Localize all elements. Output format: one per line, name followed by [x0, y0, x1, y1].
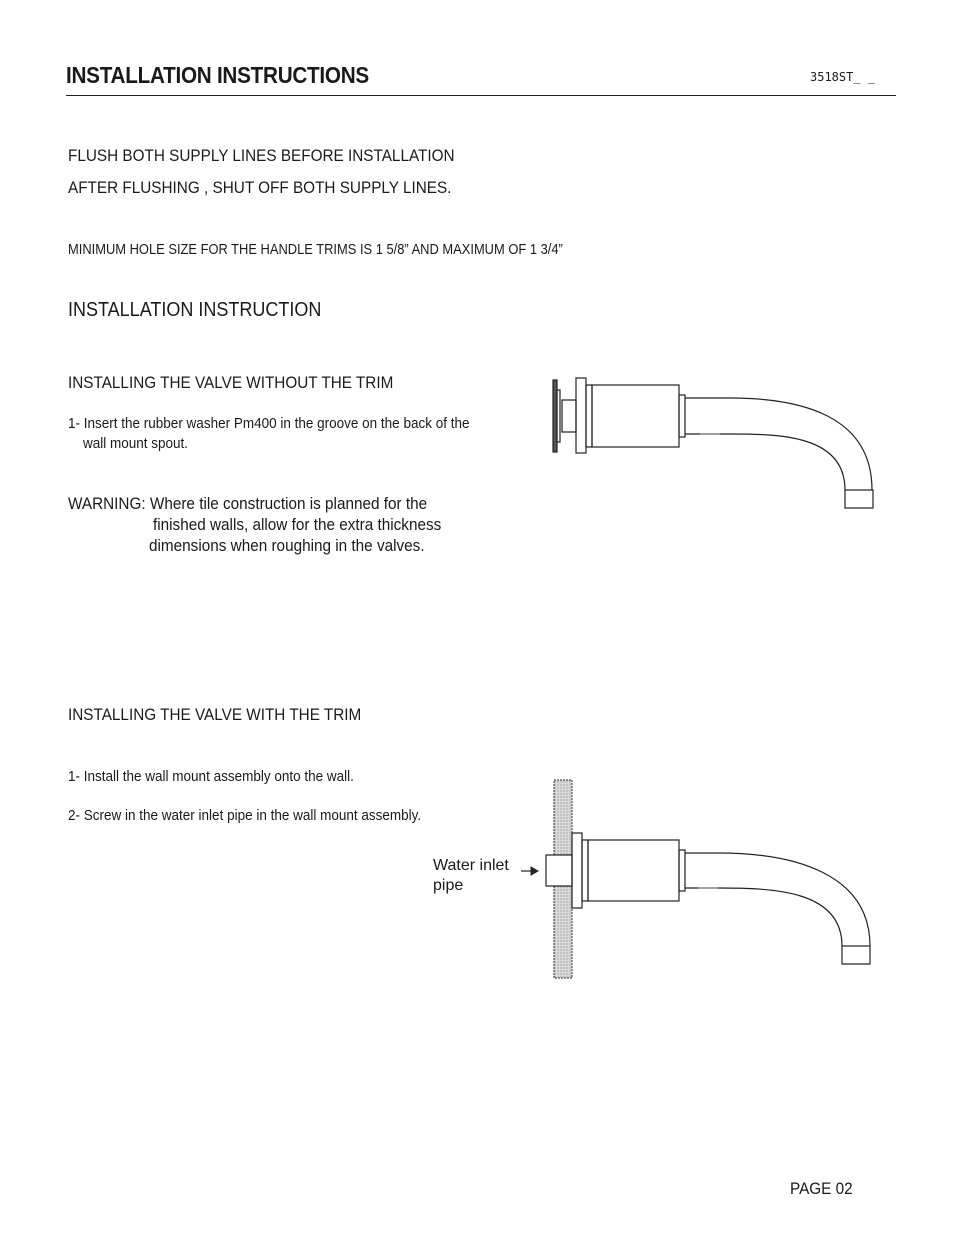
shutoff-instruction: AFTER FLUSHING , SHUT OFF BOTH SUPPLY LINES.	[68, 178, 452, 197]
model-code: 3518ST_ _	[810, 70, 876, 84]
arrow-icon	[521, 867, 538, 875]
without-trim-heading: INSTALLING THE VALVE WITHOUT THE TRIM	[68, 373, 394, 392]
spout-diagram-without-trim	[550, 375, 880, 515]
hole-size-note: MINIMUM HOLE SIZE FOR THE HANDLE TRIMS IS 1 5/8” AND MAXIMUM OF 1 3/4”	[68, 241, 563, 258]
section-title: INSTALLATION INSTRUCTION	[68, 299, 322, 321]
with-trim-step1: 1- Install the wall mount assembly onto the wall.	[68, 768, 354, 785]
with-trim-heading: INSTALLING THE VALVE WITH THE TRIM	[68, 705, 362, 724]
page-number: PAGE 02	[790, 1179, 853, 1198]
without-trim-step1: 1- Insert the rubber washer Pm400 in the groove on the back of the	[68, 415, 470, 432]
without-trim-step1-cont: wall mount spout.	[83, 435, 189, 452]
water-inlet-callout-line1: Water inlet	[433, 857, 509, 874]
spout-diagram-with-trim	[518, 778, 878, 983]
with-trim-step2: 2- Screw in the water inlet pipe in the wall mount assembly.	[68, 807, 422, 824]
warning-line-1: WARNING: Where tile construction is planned for the	[68, 494, 428, 513]
warning-line-3: dimensions when roughing in the valves.	[149, 536, 425, 555]
water-inlet-callout-line2: pipe	[433, 877, 464, 894]
warning-line-2: finished walls, allow for the extra thickness	[153, 515, 442, 534]
flush-instruction: FLUSH BOTH SUPPLY LINES BEFORE INSTALLATION	[68, 146, 455, 165]
header-divider	[66, 95, 896, 96]
page-title: INSTALLATION INSTRUCTIONS	[66, 62, 369, 88]
